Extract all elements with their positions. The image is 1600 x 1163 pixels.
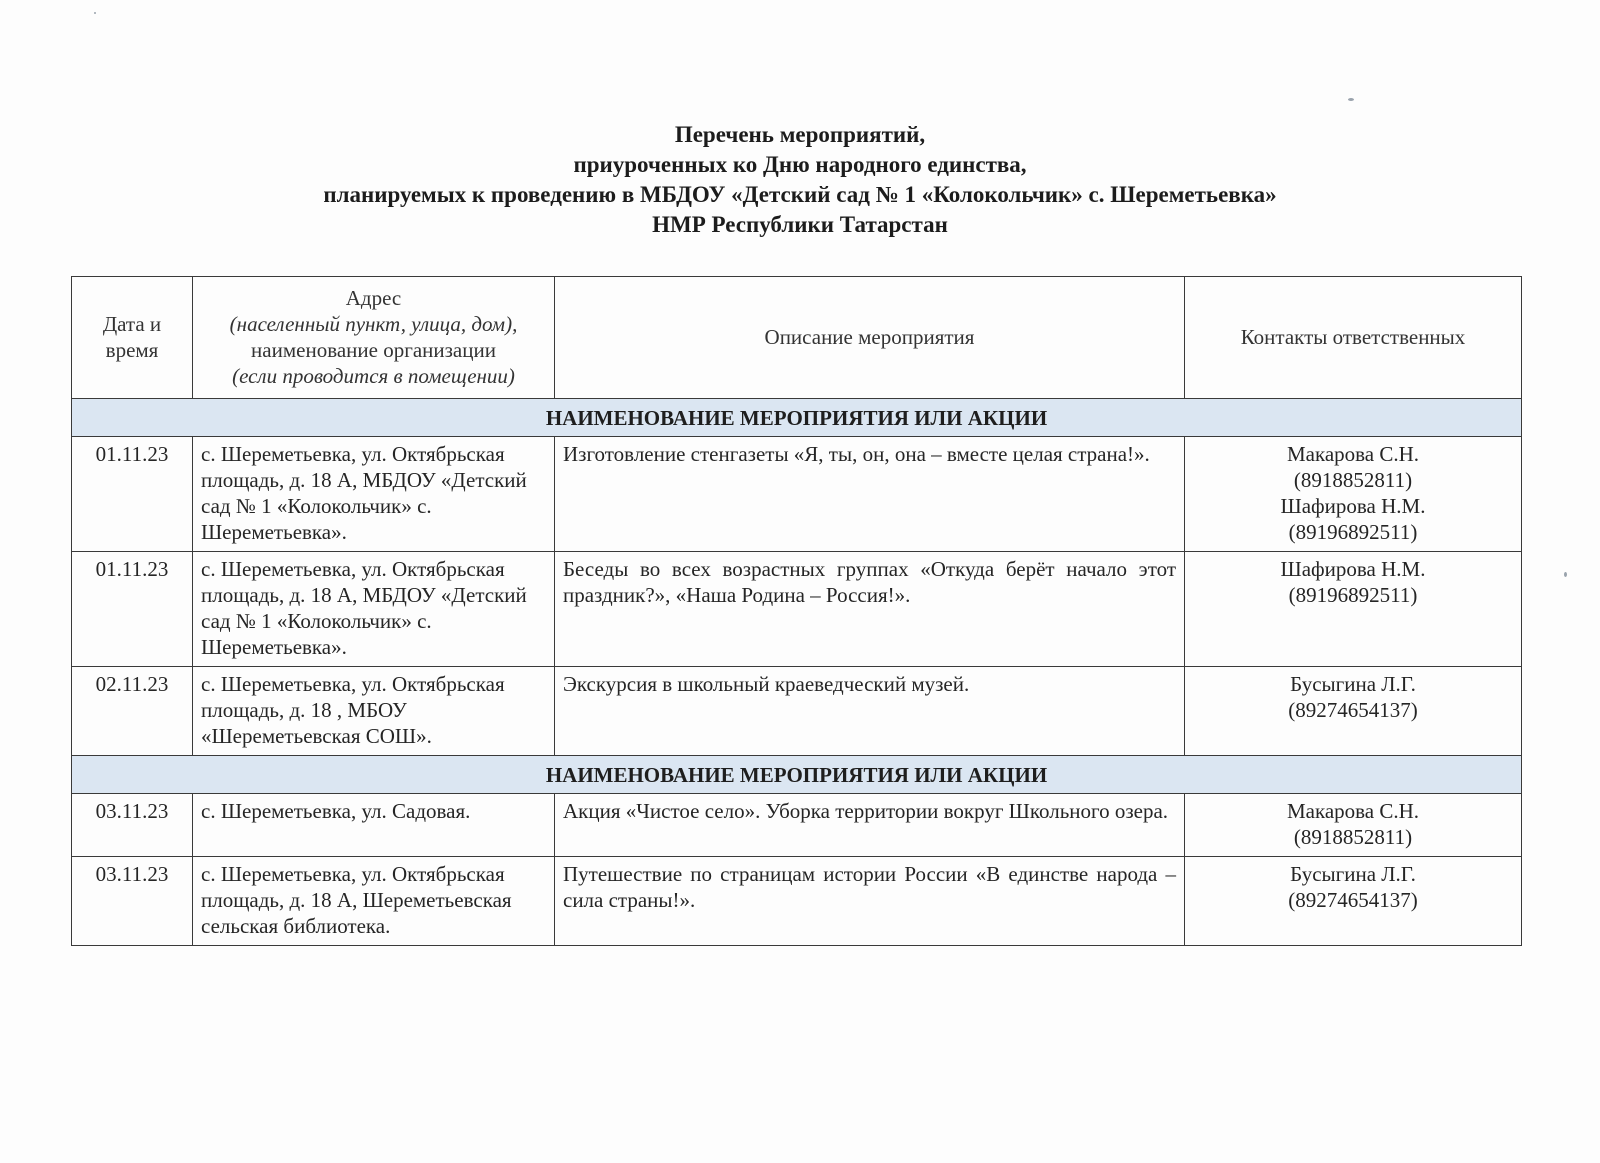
- section-title: НАИМЕНОВАНИЕ МЕРОПРИЯТИЯ ИЛИ АКЦИИ: [72, 399, 1522, 437]
- contact-line: Бусыгина Л.Г.: [1290, 862, 1416, 886]
- table-row: [72, 794, 1522, 857]
- document-title: [0, 120, 1600, 240]
- events-table: [71, 276, 1522, 946]
- event-description: Путешествие по страницам истории России «В единстве народа – сила страны!».: [555, 857, 1185, 946]
- event-date: 02.11.23: [72, 667, 193, 756]
- title-line-2: приуроченных ко Дню народного единства,: [573, 152, 1027, 177]
- contact-line: (8918852811): [1293, 825, 1413, 849]
- section-row: [72, 756, 1522, 794]
- header-address-hint: (населенный пункт, улица, дом),: [229, 311, 518, 336]
- header-address-hint-indoor: (если проводится в помещении): [232, 363, 515, 388]
- event-address: с. Шереметьевка, ул. Октябрьская площадь, д. 18 А, МБДОУ «Детский сад № 1 «Колокольчик» с. Шереметьевка».: [193, 552, 555, 667]
- title-line-1: Перечень мероприятий,: [674, 122, 926, 147]
- contact-line: (89196892511): [1288, 583, 1418, 607]
- event-contacts: [1185, 552, 1522, 667]
- event-description: Изготовление стенгазеты «Я, ты, он, она – вместе целая страна!».: [555, 437, 1185, 552]
- table-header-row: [72, 277, 1522, 399]
- scan-speck: [94, 12, 96, 14]
- contact-line: Шафирова Н.М.: [1280, 557, 1426, 581]
- header-contacts: Контакты ответственных: [1185, 277, 1522, 399]
- header-address: [193, 277, 555, 399]
- header-address-org: наименование организации: [251, 337, 496, 362]
- title-line-4: НМР Республики Татарстан: [652, 212, 948, 237]
- event-date: 03.11.23: [72, 794, 193, 857]
- event-contacts: [1185, 667, 1522, 756]
- event-address: с. Шереметьевка, ул. Садовая.: [193, 794, 555, 857]
- contact-line: (8918852811): [1293, 468, 1413, 492]
- header-description: Описание мероприятия: [555, 277, 1185, 399]
- section-title: НАИМЕНОВАНИЕ МЕРОПРИЯТИЯ ИЛИ АКЦИИ: [72, 756, 1522, 794]
- table-row: [72, 857, 1522, 946]
- event-contacts: [1185, 794, 1522, 857]
- table-row: [72, 667, 1522, 756]
- event-contacts: [1185, 857, 1522, 946]
- section-row: [72, 399, 1522, 437]
- contact-line: Бусыгина Л.Г.: [1290, 672, 1416, 696]
- event-address: с. Шереметьевка, ул. Октябрьская площадь, д. 18 А, МБДОУ «Детский сад № 1 «Колокольчик» с. Шереметьевка».: [193, 437, 555, 552]
- event-date: 03.11.23: [72, 857, 193, 946]
- contact-line: Макарова С.Н.: [1286, 799, 1420, 823]
- table-row: [72, 437, 1522, 552]
- scan-speck: [1564, 572, 1567, 577]
- event-address: с. Шереметьевка, ул. Октябрьская площадь, д. 18 , МБОУ «Шереметьевская СОШ».: [193, 667, 555, 756]
- event-date: 01.11.23: [72, 437, 193, 552]
- contact-line: Макарова С.Н.: [1286, 442, 1420, 466]
- contact-line: (89274654137): [1288, 888, 1418, 912]
- event-description: Экскурсия в школьный краеведческий музей.: [555, 667, 1185, 756]
- header-address-main: Адрес: [345, 285, 402, 310]
- event-description: Беседы во всех возрастных группах «Откуда берёт начало этот праздник?», «Наша Родина – Россия!».: [555, 552, 1185, 667]
- table-row: [72, 552, 1522, 667]
- contact-line: (89196892511): [1288, 520, 1418, 544]
- event-contacts: [1185, 437, 1522, 552]
- header-date: Дата и время: [72, 277, 193, 399]
- title-line-3: планируемых к проведению в МБДОУ «Детский сад № 1 «Колокольчик» с. Шереметьевка»: [323, 182, 1277, 207]
- event-description: Акция «Чистое село». Уборка территории вокруг Школьного озера.: [555, 794, 1185, 857]
- contact-line: (89274654137): [1288, 698, 1418, 722]
- event-date: 01.11.23: [72, 552, 193, 667]
- contact-line: Шафирова Н.М.: [1280, 494, 1426, 518]
- event-address: с. Шереметьевка, ул. Октябрьская площадь, д. 18 А, Шереметьевская сельская библиотека.: [193, 857, 555, 946]
- scan-speck: [1348, 98, 1354, 101]
